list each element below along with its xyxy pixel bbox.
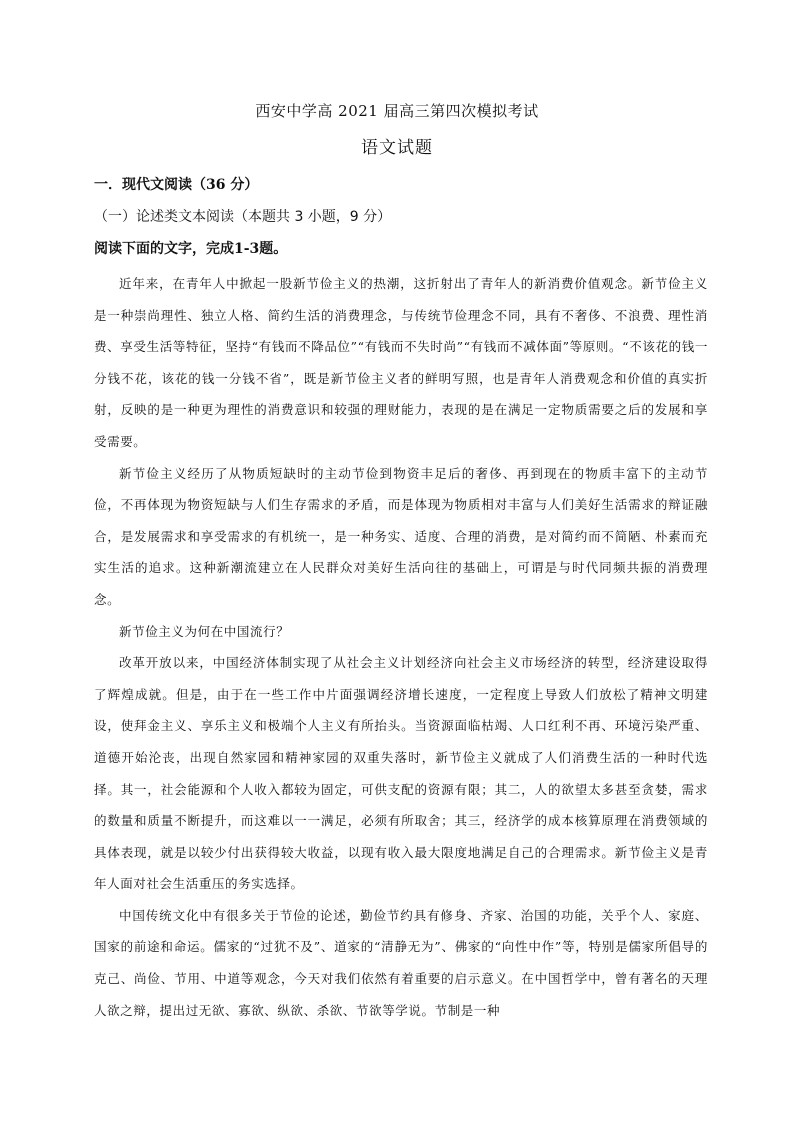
paragraph-4: 改革开放以来，中国经济体制实现了从社会主义计划经济向社会主义市场经济的转型，经济建设取得了辉煌成就。但是，由于在一些工作中片面强调经济增长速度，一定程度上导致人们放松了精神文明建设，使拜金主义、享乐主义和极端个人主义有所抬头。当资源面临枯竭、人口红利不再、环境污染严重、道德开始沦丧，出现自然家园和精神家园的双重失落时，新节俭主义就成了人们消费生活的一种时代选择。其一，社会能源和个人收入都较为固定，可供支配的资源有限；其二，人的欲望太多甚至贪婪，需求的数量和质量不断提升，而这难以一一满足，必须有所取舍；其三，经济学的成本核算原理在消费领域的具体表现，就是以较少付出获得较大收益，以现有收入最大限度地满足自己的合理需求。新节俭主义是青年人面对社会生活重压的务实选择。 [94,655,708,892]
paragraph-1: 近年来，在青年人中掀起一股新节俭主义的热潮，这折射出了青年人的新消费价值观念。新节俭主义是一种崇尚理性、独立人格、简约生活的消费理念，与传统节俭理念不同，具有不奢侈、不浪费、理性消费、享受生活等特征，坚持“有钱而不降品位”“有钱而不失时尚”“有钱而不减体面”等原则。“不该花的钱一分钱不花，该花的钱一分钱不省”，既是新节俭主义者的鲜明写照，也是青年人消费观念和价值的真实折射，反映的是一种更为理性的消费意识和较强的理财能力，表现的是在满足一定物质需要之后的发展和享受需要。 [94,276,708,449]
subsection-heading: （一）论述类文本阅读（本题共 3 小题，9 分） [94,209,392,225]
paragraph-3: 新节俭主义为何在中国流行？ [119,623,290,639]
document-subtitle: 语文试题 [361,138,433,158]
reading-instruction: 阅读下面的文字，完成1-3题。 [94,241,288,257]
section-heading: 一．现代文阅读（36 分） [94,177,259,193]
article-body [94,268,708,1026]
paragraph-2: 新节俭主义经历了从物质短缺时的主动节俭到物资丰足后的奢侈、再到现在的物质丰富下的主动节俭，不再体现为物资短缺与人们生存需求的矛盾，而是体现为物质相对丰富与人们美好生活需求的辩证融合，是发展需求和享受需求的有机统一，是一种务实、适度、合理的消费，是对简约而不简陋、朴素而充实生活的追求。这种新潮流建立在人民群众对美好生活向往的基础上，可谓是与时代同频共振的消费理念。 [94,465,708,607]
paragraph-5: 中国传统文化中有很多关于节俭的论述，勤俭节约具有修身、齐家、治国的功能，关乎个人、家庭、国家的前途和命运。儒家的“过犹不及”、道家的“清静无为”、佛家的“向性中作”等，特别是儒家所倡导的克己、尚俭、节用、中道等观念，今天对我们依然有着重要的启示意义。在中国哲学中，曾有著名的天理人欲之辩，提出过无欲、寡欲、纵欲、杀欲、节欲等学说。节制是一种 [94,907,708,1018]
document-title: 西安中学高 2021 届高三第四次模拟考试 [255,102,539,120]
